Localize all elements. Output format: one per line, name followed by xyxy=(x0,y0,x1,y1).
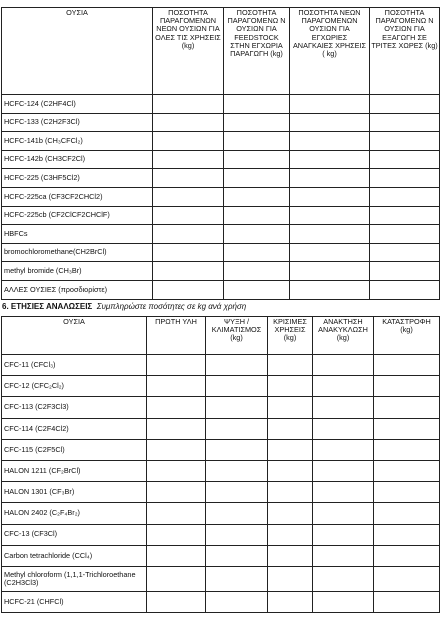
entry-cell[interactable] xyxy=(313,397,374,418)
entry-cell[interactable] xyxy=(370,280,440,299)
entry-cell[interactable] xyxy=(153,243,224,262)
substance-name: HCFC-142b (CH3CF2Cl) xyxy=(2,150,153,169)
table-row xyxy=(2,376,440,397)
entry-cell[interactable] xyxy=(268,355,313,376)
entry-cell[interactable] xyxy=(268,503,313,524)
entry-cell[interactable] xyxy=(313,524,374,545)
substance-name: CFC-11 (CFCl₃) xyxy=(2,355,147,376)
header-raw-material: ΠΡΩΤΗ ΥΛΗ xyxy=(147,317,206,355)
entry-cell[interactable] xyxy=(153,280,224,299)
entry-cell[interactable] xyxy=(206,418,268,439)
table-row xyxy=(2,113,440,132)
entry-cell[interactable] xyxy=(290,113,370,132)
production-table-header xyxy=(2,8,440,95)
entry-cell[interactable] xyxy=(290,150,370,169)
entry-cell[interactable] xyxy=(370,95,440,114)
entry-cell[interactable] xyxy=(147,524,206,545)
substance-name: HCFC-124 (C2HF4Cl) xyxy=(2,95,153,114)
entry-cell[interactable] xyxy=(313,591,374,612)
substance-name: HCFC-133 (C2H2F3Cl) xyxy=(2,113,153,132)
entry-cell[interactable] xyxy=(206,460,268,481)
entry-cell[interactable] xyxy=(268,418,313,439)
entry-cell[interactable] xyxy=(370,243,440,262)
entry-cell[interactable] xyxy=(153,187,224,206)
entry-cell[interactable] xyxy=(206,397,268,418)
entry-cell[interactable] xyxy=(370,206,440,225)
substance-name: CFC-114 (C2F4Cl2) xyxy=(2,418,147,439)
entry-cell[interactable] xyxy=(313,376,374,397)
entry-cell[interactable] xyxy=(370,225,440,244)
header-substance: ΟΥΣΙΑ xyxy=(2,317,147,355)
entry-cell[interactable] xyxy=(370,187,440,206)
entry-cell[interactable] xyxy=(374,566,440,591)
substance-name: CFC-115 (C2F5Cl) xyxy=(2,439,147,460)
table-row xyxy=(2,545,440,566)
entry-cell[interactable] xyxy=(153,113,224,132)
entry-cell[interactable] xyxy=(370,262,440,281)
entry-cell[interactable] xyxy=(153,206,224,225)
entry-cell[interactable] xyxy=(290,206,370,225)
entry-cell[interactable] xyxy=(313,418,374,439)
table-row xyxy=(2,95,440,114)
table-row xyxy=(2,503,440,524)
entry-cell[interactable] xyxy=(268,376,313,397)
entry-cell[interactable] xyxy=(224,113,290,132)
entry-cell[interactable] xyxy=(268,482,313,503)
entry-cell[interactable] xyxy=(224,262,290,281)
entry-cell[interactable] xyxy=(313,460,374,481)
entry-cell[interactable] xyxy=(224,187,290,206)
table-row xyxy=(2,460,440,481)
entry-cell[interactable] xyxy=(370,150,440,169)
entry-cell[interactable] xyxy=(147,503,206,524)
substance-name: HALON 1211 (CF₂BrCl) xyxy=(2,460,147,481)
entry-cell[interactable] xyxy=(147,418,206,439)
entry-cell[interactable] xyxy=(268,524,313,545)
substance-name: HCFC-225cb (CF2ClCF2CHClF) xyxy=(2,206,153,225)
entry-cell[interactable] xyxy=(224,169,290,188)
entry-cell[interactable] xyxy=(153,150,224,169)
entry-cell[interactable] xyxy=(224,95,290,114)
entry-cell[interactable] xyxy=(206,566,268,591)
substance-name: CFC-13 (CF3Cl) xyxy=(2,524,147,545)
entry-cell[interactable] xyxy=(147,355,206,376)
entry-cell[interactable] xyxy=(206,545,268,566)
entry-cell[interactable] xyxy=(290,187,370,206)
entry-cell[interactable] xyxy=(206,503,268,524)
consumption-table xyxy=(1,316,440,613)
table-row xyxy=(2,566,440,591)
table-row xyxy=(2,439,440,460)
entry-cell[interactable] xyxy=(153,169,224,188)
entry-cell[interactable] xyxy=(147,376,206,397)
entry-cell[interactable] xyxy=(374,376,440,397)
entry-cell[interactable] xyxy=(224,280,290,299)
entry-cell[interactable] xyxy=(313,503,374,524)
substance-name: HALON 2402 (C₂F₄Br₂) xyxy=(2,503,147,524)
entry-cell[interactable] xyxy=(153,132,224,151)
table-row xyxy=(2,206,440,225)
entry-cell[interactable] xyxy=(147,397,206,418)
entry-cell[interactable] xyxy=(374,524,440,545)
table-row xyxy=(2,225,440,244)
section-6-title: 6. ΕΤΗΣΙΕΣ ΑΝΑΛΩΣΕΙΣ xyxy=(2,302,93,311)
entry-cell[interactable] xyxy=(313,482,374,503)
entry-cell[interactable] xyxy=(224,132,290,151)
entry-cell[interactable] xyxy=(374,482,440,503)
entry-cell[interactable] xyxy=(147,591,206,612)
entry-cell[interactable] xyxy=(374,355,440,376)
entry-cell[interactable] xyxy=(370,132,440,151)
consumption-table-header xyxy=(2,317,440,355)
entry-cell[interactable] xyxy=(206,439,268,460)
entry-cell[interactable] xyxy=(290,132,370,151)
entry-cell[interactable] xyxy=(313,566,374,591)
entry-cell[interactable] xyxy=(147,566,206,591)
entry-cell[interactable] xyxy=(206,591,268,612)
table-row xyxy=(2,132,440,151)
entry-cell[interactable] xyxy=(206,482,268,503)
header-recovery: ΑΝΑΚΤΗΣΗ ΑΝΑΚΥΚΛΩΣΗ (kg) xyxy=(313,317,374,355)
substance-name: Methyl chloroform (1,1,1-Trichloroethane (C2H3Cl3) xyxy=(2,566,147,591)
entry-cell[interactable] xyxy=(153,262,224,281)
table-row xyxy=(2,418,440,439)
header-substance: ΟΥΣΙΑ xyxy=(2,8,153,95)
entry-cell[interactable] xyxy=(268,439,313,460)
table-row xyxy=(2,355,440,376)
table-row xyxy=(2,280,440,299)
table-row xyxy=(2,169,440,188)
table-row xyxy=(2,187,440,206)
entry-cell[interactable] xyxy=(268,591,313,612)
entry-cell[interactable] xyxy=(268,460,313,481)
substance-name: Carbon tetrachloride (CCl₄) xyxy=(2,545,147,566)
entry-cell[interactable] xyxy=(224,225,290,244)
entry-cell[interactable] xyxy=(153,225,224,244)
entry-cell[interactable] xyxy=(224,206,290,225)
table-row xyxy=(2,524,440,545)
substance-name: HCFC-141b (CH₃CFCl₂) xyxy=(2,132,153,151)
substance-name: HALON 1301 (CF₃Br) xyxy=(2,482,147,503)
entry-cell[interactable] xyxy=(153,95,224,114)
production-table xyxy=(1,7,440,300)
substance-name: ΑΛΛΕΣ ΟΥΣΙΕΣ (προσδιορίστε) xyxy=(2,280,153,299)
table-row xyxy=(2,262,440,281)
entry-cell[interactable] xyxy=(268,566,313,591)
header-critical-uses: ΚΡΙΣΙΜΕΣ ΧΡΗΣΕΙΣ (kg) xyxy=(268,317,313,355)
entry-cell[interactable] xyxy=(313,439,374,460)
entry-cell[interactable] xyxy=(374,397,440,418)
entry-cell[interactable] xyxy=(374,460,440,481)
entry-cell[interactable] xyxy=(224,150,290,169)
entry-cell[interactable] xyxy=(206,376,268,397)
entry-cell[interactable] xyxy=(206,524,268,545)
entry-cell[interactable] xyxy=(290,225,370,244)
entry-cell[interactable] xyxy=(147,545,206,566)
entry-cell[interactable] xyxy=(290,95,370,114)
substance-name: HCFC-225 (C3HF5Cl2) xyxy=(2,169,153,188)
entry-cell[interactable] xyxy=(268,397,313,418)
entry-cell[interactable] xyxy=(268,545,313,566)
entry-cell[interactable] xyxy=(224,243,290,262)
table-row xyxy=(2,482,440,503)
entry-cell[interactable] xyxy=(313,545,374,566)
table-row xyxy=(2,150,440,169)
substance-name: HBFCs xyxy=(2,225,153,244)
substance-name: HCFC-21 (CHFCl) xyxy=(2,591,147,612)
section-6-instruction: Συμπληρώστε ποσότητες σε kg ανά χρήση xyxy=(96,302,247,311)
substance-name: methyl bromide (CH₃Br) xyxy=(2,262,153,281)
header-destruction: ΚΑΤΑΣΤΡΟΦΗ (kg) xyxy=(374,317,440,355)
table-row xyxy=(2,397,440,418)
entry-cell[interactable] xyxy=(374,439,440,460)
entry-cell[interactable] xyxy=(374,545,440,566)
header-all-uses: ΠΟΣΟΤΗΤΑ ΠΑΡΑΓΟΜΕΝΩΝ ΝΕΩΝ ΟΥΣΙΩΝ ΓΙΑ ΟΛΕΣ ΤΙΣ ΧΡΗΣΕΙΣ (kg) xyxy=(153,8,224,95)
entry-cell[interactable] xyxy=(370,169,440,188)
section-6-heading xyxy=(2,302,246,311)
header-export: ΠΟΣΟΤΗΤΑ ΠΑΡΑΓΟΜΕΝΩ Ν ΟΥΣΙΩΝ ΓΙΑ ΕΞΑΓΩΓΗ ΣΕ ΤΡΙΤΕΣ ΧΩΡΕΣ (kg) xyxy=(370,8,440,95)
entry-cell[interactable] xyxy=(313,355,374,376)
entry-cell[interactable] xyxy=(147,482,206,503)
entry-cell[interactable] xyxy=(147,439,206,460)
substance-name: bromochloromethane(CH2BrCl) xyxy=(2,243,153,262)
substance-name: HCFC-225ca (CF3CF2CHCl2) xyxy=(2,187,153,206)
entry-cell[interactable] xyxy=(374,503,440,524)
header-refrigeration: ΨΥΞΗ / ΚΛΙΜΑΤΙΣΜΟΣ (kg) xyxy=(206,317,268,355)
substance-name: CFC-113 (C2F3Cl3) xyxy=(2,397,147,418)
entry-cell[interactable] xyxy=(206,355,268,376)
entry-cell[interactable] xyxy=(374,418,440,439)
substance-name: CFC-12 (CFC₂Cl₂) xyxy=(2,376,147,397)
entry-cell[interactable] xyxy=(147,460,206,481)
entry-cell[interactable] xyxy=(290,243,370,262)
entry-cell[interactable] xyxy=(290,280,370,299)
header-essential-uses: ΠΟΣΟΤΗΤΑ ΝΕΩΝ ΠΑΡΑΓΟΜΕΝΩΝ ΟΥΣΙΩΝ ΓΙΑ ΕΓΧΩΡΙΕΣ ΑΝΑΓΚΑΙΕΣ ΧΡΗΣΕΙΣ ( kg) xyxy=(290,8,370,95)
entry-cell[interactable] xyxy=(290,169,370,188)
table-row xyxy=(2,243,440,262)
entry-cell[interactable] xyxy=(370,113,440,132)
table-row xyxy=(2,591,440,612)
entry-cell[interactable] xyxy=(290,262,370,281)
header-feedstock: ΠΟΣΟΤΗΤΑ ΠΑΡΑΓΟΜΕΝΩ Ν ΟΥΣΙΩΝ ΓΙΑ FEEDSTOCK ΣΤΗΝ ΕΓΧΩΡΙΑ ΠΑΡΑΓΩΓΗ (kg) xyxy=(224,8,290,95)
entry-cell[interactable] xyxy=(374,591,440,612)
